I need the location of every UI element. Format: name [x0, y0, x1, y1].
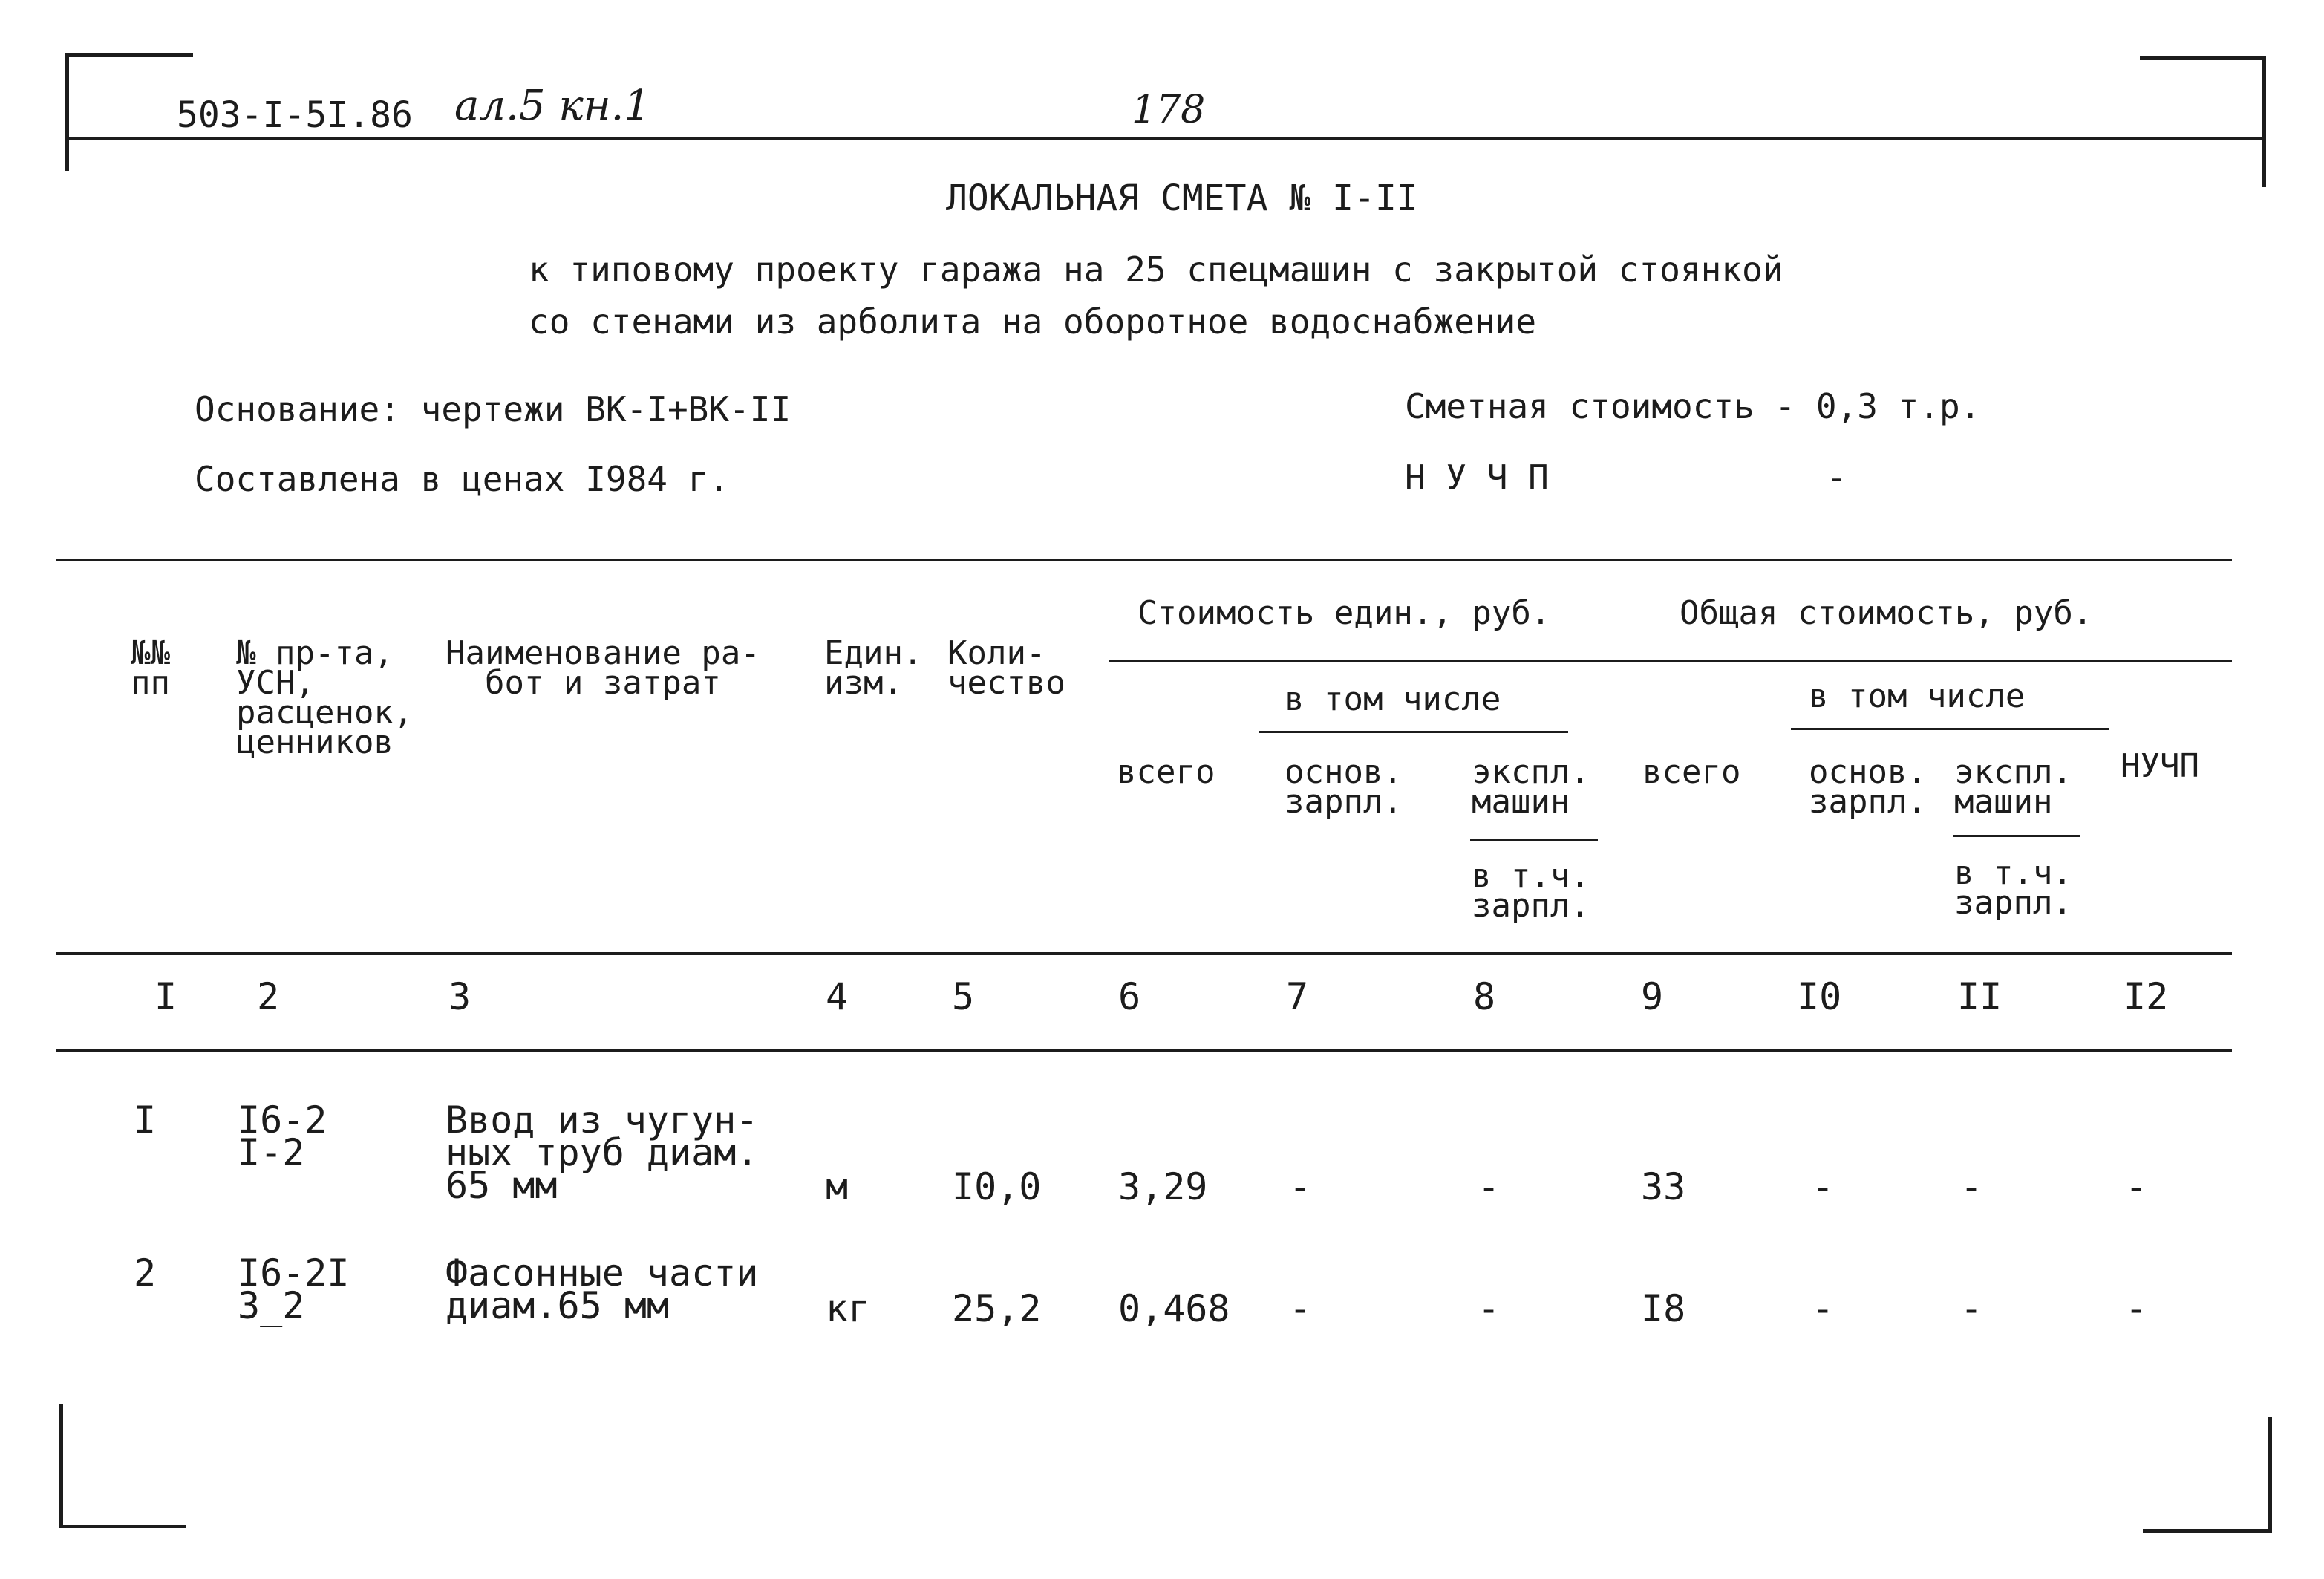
- incl-header-2: в том числе: [1809, 677, 2026, 715]
- col-header-total: всего: [1642, 753, 1741, 791]
- row-code: I6-2I 3_2: [238, 1251, 350, 1327]
- col-number: 9: [1641, 975, 1664, 1018]
- numbers-bottom-rule: [56, 1049, 2232, 1052]
- row-unit: м: [826, 1165, 849, 1208]
- col-header-total-machine: экспл. машин: [1954, 753, 2072, 821]
- row-unit-total: 0,468: [1118, 1287, 1230, 1330]
- col-number: I0: [1797, 975, 1842, 1018]
- row-qty: I0,0: [952, 1165, 1042, 1208]
- col-header-unit: Един. изм.: [824, 634, 923, 702]
- unit-cost-header: Стоимость един., руб.: [1137, 594, 1551, 632]
- row-unit-machine: -: [1478, 1165, 1501, 1208]
- nuchp-value: -: [1827, 458, 1847, 498]
- row-total-machine: -: [1960, 1287, 1983, 1330]
- col-number: II: [1957, 975, 2003, 1018]
- row-number: I: [134, 1098, 157, 1142]
- col-number: I2: [2124, 975, 2169, 1018]
- estimate-subtitle-1: к типовому проекту гаража на 25 спецмашин с закрытой стоянкой: [529, 250, 1783, 290]
- row-qty: 25,2: [952, 1287, 1042, 1330]
- estimated-cost: Сметная стоимость - 0,3 т.р.: [1405, 386, 1981, 426]
- cost-group-rule: [1109, 660, 2232, 662]
- incl-rule-1: [1259, 731, 1568, 733]
- header-bottom-rule: [56, 952, 2232, 955]
- frame-bottom-left-v: [59, 1404, 63, 1528]
- incl-header-1: в том числе: [1285, 680, 1501, 718]
- row-name: Ввод из чугун- ных труб диам. 65 мм: [445, 1098, 759, 1207]
- estimate-subtitle-2: со стенами из арболита на оборотное водоснабжение: [529, 302, 1537, 342]
- frame-top-right-h: [2140, 56, 2266, 60]
- nuchp-label: Н У Ч П: [1405, 458, 1549, 498]
- col-header-name: Наименование ра- бот и затрат: [445, 634, 760, 702]
- col-number: 6: [1118, 975, 1141, 1018]
- machine-rule-2: [1953, 835, 2080, 837]
- col-number: 4: [826, 975, 849, 1018]
- row-unit-wage: -: [1289, 1165, 1312, 1208]
- col-header-num: №№ пп: [131, 634, 170, 702]
- row-total-machine: -: [1960, 1165, 1983, 1208]
- header-underline: [68, 137, 2266, 140]
- frame-top-right-v: [2262, 56, 2266, 187]
- col-header-qty: Коли- чество: [947, 634, 1065, 702]
- document-code: 503-I-5I.86: [177, 94, 413, 136]
- col-number: 8: [1473, 975, 1496, 1018]
- frame-bottom-left-h: [59, 1525, 186, 1528]
- col-header-total-machine-wage: в т.ч. зарпл.: [1954, 854, 2072, 922]
- row-total-wage: -: [1812, 1165, 1835, 1208]
- col-number: I: [154, 975, 177, 1018]
- frame-top-left-h: [65, 53, 193, 57]
- volume-handwritten: ал.5 кн.1: [454, 82, 651, 130]
- total-cost-header: Общая стоимость, руб.: [1680, 594, 2093, 632]
- col-header-nuchp: НУЧП: [2121, 747, 2199, 785]
- col-header-total-wage: основ. зарпл.: [1809, 753, 1927, 821]
- row-total: I8: [1641, 1287, 1686, 1330]
- prices-text: Составлена в ценах I984 г.: [195, 459, 730, 499]
- row-total-wage: -: [1812, 1287, 1835, 1330]
- row-unit-machine: -: [1478, 1287, 1501, 1330]
- col-number: 7: [1286, 975, 1309, 1018]
- row-total: 33: [1641, 1165, 1686, 1208]
- machine-rule-1: [1470, 839, 1598, 841]
- row-unit-total: 3,29: [1118, 1165, 1208, 1208]
- frame-bottom-right-h: [2143, 1529, 2272, 1533]
- estimate-title: ЛОКАЛЬНАЯ СМЕТА № I-II: [946, 178, 1418, 219]
- row-number: 2: [134, 1251, 157, 1295]
- col-header-unit-machine: экспл. машин: [1472, 753, 1590, 821]
- frame-bottom-right-v: [2268, 1417, 2272, 1533]
- col-number: 2: [257, 975, 280, 1018]
- col-number: 5: [952, 975, 975, 1018]
- table-top-rule: [56, 559, 2232, 561]
- row-nuchp: -: [2125, 1165, 2148, 1208]
- basis-text: Основание: чертежи ВК-I+ВК-II: [195, 389, 791, 429]
- col-header-unit-total: всего: [1117, 753, 1215, 791]
- row-nuchp: -: [2125, 1287, 2148, 1330]
- col-header-unit-wage: основ. зарпл.: [1285, 753, 1403, 821]
- frame-top-left-v: [65, 53, 69, 171]
- incl-rule-2: [1791, 728, 2109, 730]
- col-header-code: № пр-та, УСН, расценок, ценников: [236, 634, 414, 761]
- row-unit-wage: -: [1289, 1287, 1312, 1330]
- row-code: I6-2 I-2: [238, 1098, 327, 1174]
- row-unit: кг: [826, 1287, 871, 1330]
- col-number: 3: [448, 975, 471, 1018]
- page-number: 178: [1132, 88, 1206, 132]
- col-header-unit-machine-wage: в т.ч. зарпл.: [1472, 857, 1590, 925]
- row-name: Фасонные части диам.65 мм: [445, 1251, 759, 1327]
